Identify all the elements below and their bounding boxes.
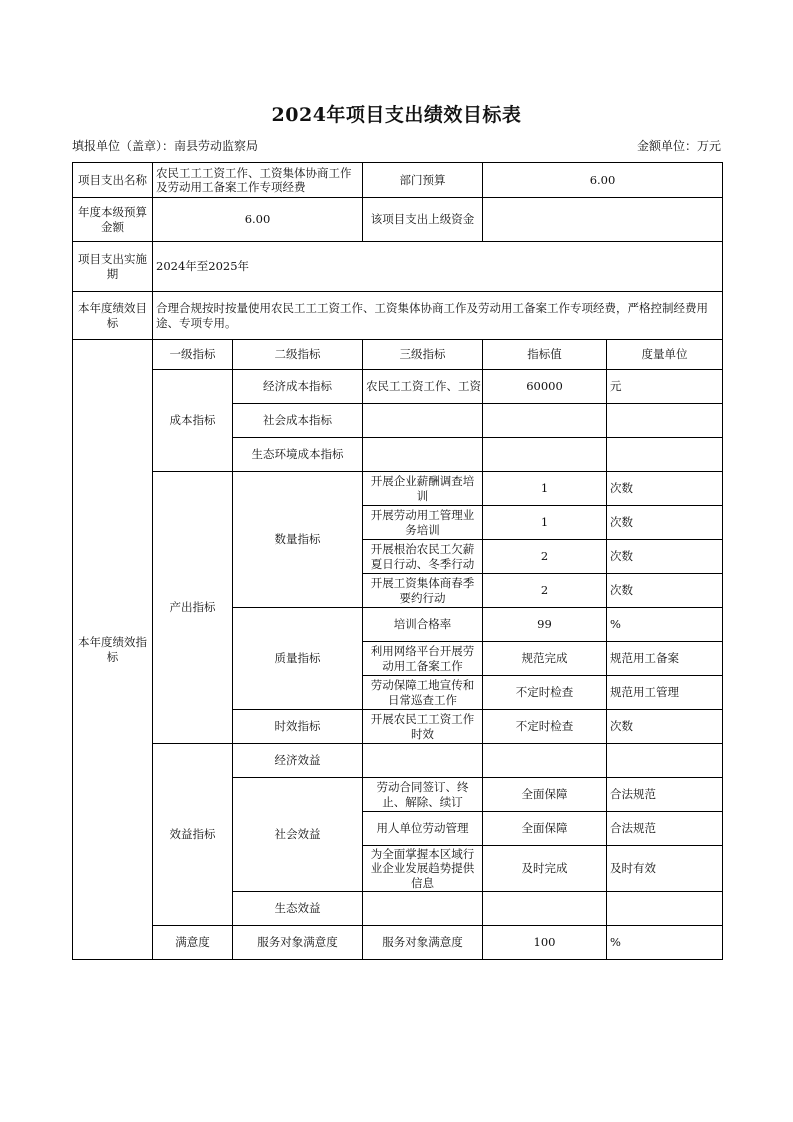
header-unit: 度量单位: [607, 340, 723, 370]
cost-indicator-label: 成本指标: [153, 370, 233, 472]
indicators-section-label: 本年度绩效指标: [73, 340, 153, 960]
quantity-indicator-label: 数量指标: [233, 472, 363, 608]
value-cell: [483, 744, 607, 778]
l3-cell: 劳动合同签订、终止、解除、续订: [363, 778, 483, 812]
table-row: [73, 926, 723, 960]
info-row-goal: [73, 292, 723, 340]
l3-cell: 开展劳动用工管理业务培训: [363, 506, 483, 540]
satisfaction-indicator-label: 满意度: [153, 926, 233, 960]
year-budget-label: 年度本级预算金额: [73, 198, 153, 242]
unit-cell: 合法规范: [607, 812, 723, 846]
social-benefit-label: 社会效益: [233, 778, 363, 892]
value-cell: 1: [483, 472, 607, 506]
l3-cell: [363, 892, 483, 926]
value-cell: 60000: [483, 370, 607, 404]
header-l3: 三级指标: [363, 340, 483, 370]
value-cell: [483, 438, 607, 472]
l3-cell: 开展工资集体商春季要约行动: [363, 574, 483, 608]
unit-cell: 元: [607, 370, 723, 404]
quality-indicator-label: 质量指标: [233, 608, 363, 710]
unit-cell: %: [607, 926, 723, 960]
dept-budget-label: 部门预算: [363, 163, 483, 198]
l3-cell: [363, 744, 483, 778]
l2-cell: 服务对象满意度: [233, 926, 363, 960]
l3-cell: 劳动保障工地宣传和日常巡查工作: [363, 676, 483, 710]
unit-cell: 合法规范: [607, 778, 723, 812]
economic-benefit-label: 经济效益: [233, 744, 363, 778]
unit-cell: [607, 892, 723, 926]
goal-label: 本年度绩效目标: [73, 292, 153, 340]
unit-cell: 次数: [607, 540, 723, 574]
unit-cell: 次数: [607, 574, 723, 608]
l2-cell: 生态环境成本指标: [233, 438, 363, 472]
value-cell: 2: [483, 540, 607, 574]
l3-cell: [363, 438, 483, 472]
l3-cell: 农民工工资工作、工资: [363, 370, 483, 404]
l3-cell: 开展根治农民工欠薪夏日行动、冬季行动: [363, 540, 483, 574]
amount-unit: 金额单位：万元: [636, 139, 721, 153]
info-row-budget: [73, 198, 723, 242]
dept-budget-value: 6.00: [483, 163, 723, 198]
project-name-value: 农民工工工资工作、工资集体协商工作及劳动用工备案工作专项经费: [153, 163, 363, 198]
ecological-benefit-label: 生态效益: [233, 892, 363, 926]
value-cell: [483, 892, 607, 926]
value-cell: 2: [483, 574, 607, 608]
value-cell: 规范完成: [483, 642, 607, 676]
page-title: 2024年项目支出绩效目标表: [271, 104, 522, 126]
unit-cell: [607, 438, 723, 472]
value-cell: 1: [483, 506, 607, 540]
l3-cell: [363, 404, 483, 438]
l3-cell: 培训合格率: [363, 608, 483, 642]
unit-cell: %: [607, 608, 723, 642]
l3-cell: 为全面掌握本区域行业企业发展趋势提供信息: [363, 846, 483, 892]
table-row: [73, 744, 723, 778]
performance-table: [72, 162, 723, 960]
value-cell: 不定时检查: [483, 710, 607, 744]
value-cell: [483, 404, 607, 438]
value-cell: 99: [483, 608, 607, 642]
upper-funds-label: 该项目支出上级资金: [363, 198, 483, 242]
value-cell: 及时完成: [483, 846, 607, 892]
year-budget-value: 6.00: [153, 198, 363, 242]
goal-value: 合理合规按时按量使用农民工工工资工作、工资集体协商工作及劳动用工备案工作专项经费，严格控制经费用途、专项专用。: [153, 292, 723, 340]
table-row: [73, 472, 723, 506]
value-cell: 全面保障: [483, 812, 607, 846]
timeliness-indicator-label: 时效指标: [233, 710, 363, 744]
unit-cell: 次数: [607, 710, 723, 744]
upper-funds-value: [483, 198, 723, 242]
period-value: 2024年至2025年: [153, 242, 723, 292]
l2-cell: 经济成本指标: [233, 370, 363, 404]
l3-cell: 开展企业薪酬调查培训: [363, 472, 483, 506]
l3-cell: 开展农民工工资工作时效: [363, 710, 483, 744]
output-indicator-label: 产出指标: [153, 472, 233, 744]
period-label: 项目支出实施期: [73, 242, 153, 292]
value-cell: 不定时检查: [483, 676, 607, 710]
table-row: [73, 370, 723, 404]
l3-cell: 服务对象满意度: [363, 926, 483, 960]
header-l1: 一级指标: [153, 340, 233, 370]
l3-cell: 利用网络平台开展劳动用工备案工作: [363, 642, 483, 676]
info-row-period: [73, 242, 723, 292]
info-row-project: [73, 163, 723, 198]
header-l2: 二级指标: [233, 340, 363, 370]
unit-cell: 规范用工管理: [607, 676, 723, 710]
l3-cell: 用人单位劳动管理: [363, 812, 483, 846]
indicator-header-row: [73, 340, 723, 370]
header-value: 指标值: [483, 340, 607, 370]
benefit-indicator-label: 效益指标: [153, 744, 233, 926]
unit-cell: 次数: [607, 506, 723, 540]
unit-cell: [607, 744, 723, 778]
unit-cell: 次数: [607, 472, 723, 506]
project-name-label: 项目支出名称: [73, 163, 153, 198]
value-cell: 100: [483, 926, 607, 960]
fill-unit: 填报单位（盖章）：南县劳动监察局: [72, 139, 259, 153]
unit-cell: 及时有效: [607, 846, 723, 892]
unit-cell: [607, 404, 723, 438]
value-cell: 全面保障: [483, 778, 607, 812]
l2-cell: 社会成本指标: [233, 404, 363, 438]
unit-cell: 规范用工备案: [607, 642, 723, 676]
